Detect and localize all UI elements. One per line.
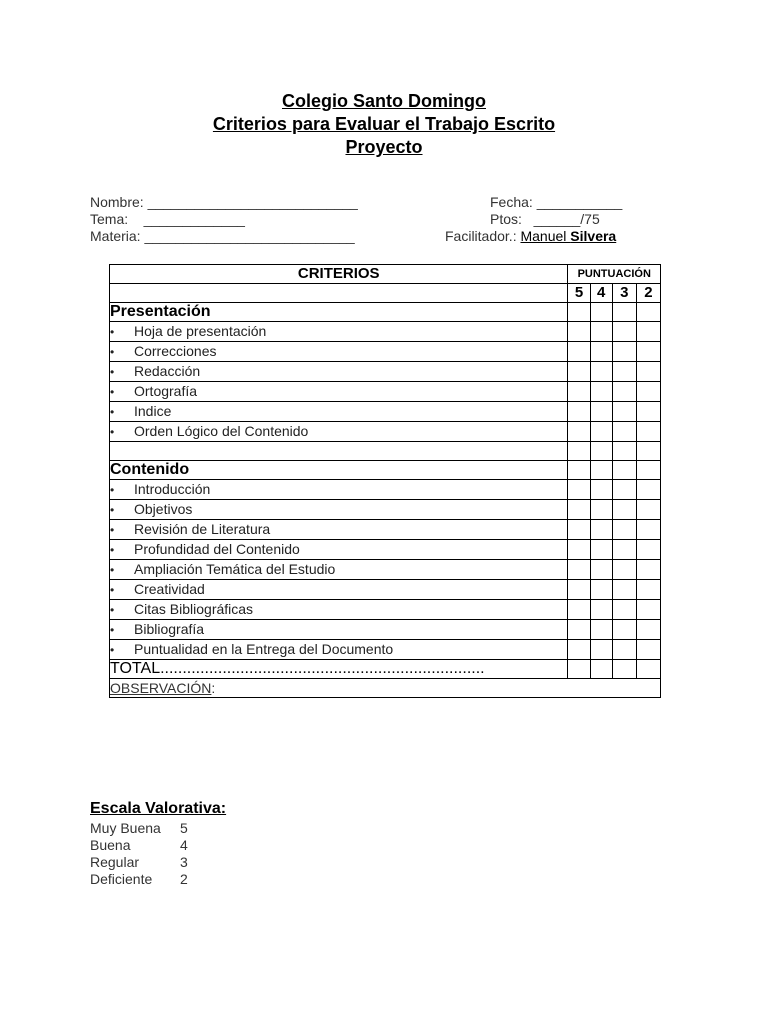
score-cell [612,382,636,402]
score-cell [612,500,636,520]
criterion-item [110,322,568,342]
empty-cell [110,284,568,303]
score-cell [636,322,660,342]
criteria-row [110,620,661,640]
score-cell [612,362,636,382]
scale-value: 4 [180,837,188,853]
score-cell [636,362,660,382]
criterion-label: Redacción [134,363,201,379]
criterion-item [110,382,568,402]
document-header [0,90,768,159]
total-label: TOTAL......................................................................... [110,660,568,679]
score-cell [636,520,660,540]
scale-row [90,820,226,837]
score-cell [612,442,636,461]
score-cell [612,620,636,640]
criterion-label: Objetivos [134,501,193,517]
bullet-icon: • [110,365,115,379]
bullet-icon: • [110,643,115,657]
score-cell [568,342,590,362]
score-cell [612,660,636,679]
score-cell [612,342,636,362]
observation-label: OBSERVACIÓN [110,680,212,696]
score-cell [568,362,590,382]
score-cell [636,342,660,362]
criterion-item [110,480,568,500]
bullet-icon: • [110,503,115,517]
criterion-label: Hoja de presentación [134,323,267,339]
score-cell [636,480,660,500]
criteria-row [110,402,661,422]
score-cell [568,620,590,640]
blank-row [110,442,661,461]
bullet-icon: • [110,325,115,339]
bullet-icon: • [110,583,115,597]
score-cell [568,520,590,540]
criterios-header: CRITERIOS [110,265,568,284]
bullet-icon: • [110,483,115,497]
score-cell [612,520,636,540]
score-cell [590,580,612,600]
score-header-5: 5 [568,284,590,303]
score-cell [590,660,612,679]
scale-row [90,871,226,888]
criterion-item [110,640,568,660]
criterion-item [110,402,568,422]
score-cell [636,422,660,442]
score-cell [568,560,590,580]
score-cell [636,660,660,679]
score-header-4: 4 [590,284,612,303]
bullet-icon: • [110,523,115,537]
facilitador-label: Facilitador.: [445,228,521,244]
facilitador-name [520,228,616,244]
score-cell [636,303,660,322]
score-cell [636,640,660,660]
criterion-item [110,600,568,620]
criterion-item [110,362,568,382]
score-cell [612,540,636,560]
score-cell [590,322,612,342]
criteria-row [110,342,661,362]
nombre-field: Nombre: ___________________________ [90,194,358,210]
bullet-icon: • [110,623,115,637]
score-cell [590,303,612,322]
score-cell [590,422,612,442]
criteria-table [109,264,661,698]
score-cell [636,461,660,480]
criterion-item [110,500,568,520]
score-cell [612,402,636,422]
blank-cell [110,442,568,461]
criterion-label: Profundidad del Contenido [134,541,300,557]
criterion-label: Ampliación Temática del Estudio [134,561,336,577]
criterion-item [110,620,568,640]
criterion-item [110,342,568,362]
observation-cell [110,679,661,698]
score-header-3: 3 [612,284,636,303]
scale-value: 5 [180,820,188,836]
score-cell [568,640,590,660]
score-cell [590,402,612,422]
criterion-item [110,580,568,600]
bullet-icon: • [110,405,115,419]
criterion-label: Citas Bibliográficas [134,601,254,617]
criteria-row [110,480,661,500]
criterion-label: Puntualidad en la Entrega del Documento [134,641,394,657]
score-cell [636,442,660,461]
score-cell [612,422,636,442]
criterion-label: Ortografía [134,383,198,399]
project-title: Proyecto [345,137,423,157]
bullet-icon: • [110,345,115,359]
fecha-field: Fecha: ___________ [490,194,623,210]
score-cell [636,500,660,520]
score-cell [636,540,660,560]
criterion-label: Introducción [134,481,211,497]
criterion-item [110,560,568,580]
score-cell [590,540,612,560]
score-cell [590,520,612,540]
rating-scale [90,800,226,888]
score-cell [590,480,612,500]
criteria-row [110,600,661,620]
criteria-row [110,500,661,520]
score-cell [612,461,636,480]
score-cell [612,600,636,620]
criterion-item [110,540,568,560]
scale-value: 2 [180,871,188,887]
criteria-row [110,322,661,342]
score-cell [590,362,612,382]
score-cell [568,322,590,342]
puntuacion-header: PUNTUACIÓN [568,265,661,284]
criteria-row [110,640,661,660]
score-cell [590,640,612,660]
score-cell [568,461,590,480]
score-cell [636,600,660,620]
score-cell [568,480,590,500]
observation-row [110,679,661,698]
criteria-row [110,422,661,442]
score-cell [612,480,636,500]
score-cell [568,422,590,442]
score-header-2: 2 [636,284,660,303]
score-cell [612,640,636,660]
contenido-items [110,480,661,660]
score-cell [568,303,590,322]
score-cell [568,402,590,422]
score-cell [590,560,612,580]
score-cell [568,660,590,679]
school-title: Colegio Santo Domingo [282,91,486,111]
tema-field: Tema: _____________ [90,211,245,227]
criterion-label: Revisión de Literatura [134,521,271,537]
score-cell [590,342,612,362]
observation-colon: : [211,680,216,696]
scale-label: Regular [90,854,140,870]
bullet-icon: • [110,425,115,439]
scale-label: Deficiente [90,871,153,887]
scale-row [90,854,226,871]
score-cell [568,600,590,620]
criteria-row [110,362,661,382]
section-row [110,461,661,480]
criteria-row [110,540,661,560]
document-subtitle: Criterios para Evaluar el Trabajo Escrito [212,114,556,134]
scale-title: Escala Valorativa: [90,800,227,817]
bullet-icon: • [110,603,115,617]
score-cell [612,322,636,342]
criterion-label: Creatividad [134,581,205,597]
score-cell [590,500,612,520]
scale-label: Buena [90,837,131,853]
score-cell [636,580,660,600]
facilitador-field [445,228,616,245]
score-cell [612,580,636,600]
criterion-label: Indice [134,403,172,419]
facilitador-last-name: Silvera [570,228,617,244]
score-cell [636,402,660,422]
criteria-row [110,560,661,580]
criteria-row [110,382,661,402]
score-cell [636,560,660,580]
score-cell [590,382,612,402]
criterion-label: Orden Lógico del Contenido [134,423,309,439]
presentacion-items [110,322,661,442]
score-cell [590,461,612,480]
criterion-item [110,520,568,540]
scale-row [90,837,226,854]
score-cell [568,580,590,600]
criteria-row [110,520,661,540]
score-cell [568,500,590,520]
scale-label: Muy Buena [90,820,161,836]
criterion-item [110,422,568,442]
score-cell [590,620,612,640]
bullet-icon: • [110,543,115,557]
section-presentacion: Presentación [110,303,568,322]
scale-value: 3 [180,854,188,870]
criterion-label: Bibliografía [134,621,205,637]
bullet-icon: • [110,385,115,399]
score-cell [636,620,660,640]
section-row [110,303,661,322]
materia-field: Materia: ___________________________ [90,228,355,244]
facilitador-first-name: Manuel [520,228,571,244]
section-contenido: Contenido [110,461,568,480]
bullet-icon: • [110,563,115,577]
score-cell [612,560,636,580]
criteria-row [110,580,661,600]
score-cell [636,382,660,402]
score-cell [568,382,590,402]
criterion-label: Correcciones [134,343,217,359]
score-cell [590,442,612,461]
total-row [110,660,661,679]
score-cell [568,540,590,560]
score-cell [612,303,636,322]
ptos-field: Ptos: ______/75 [490,211,600,227]
score-cell [590,600,612,620]
score-cell [568,442,590,461]
